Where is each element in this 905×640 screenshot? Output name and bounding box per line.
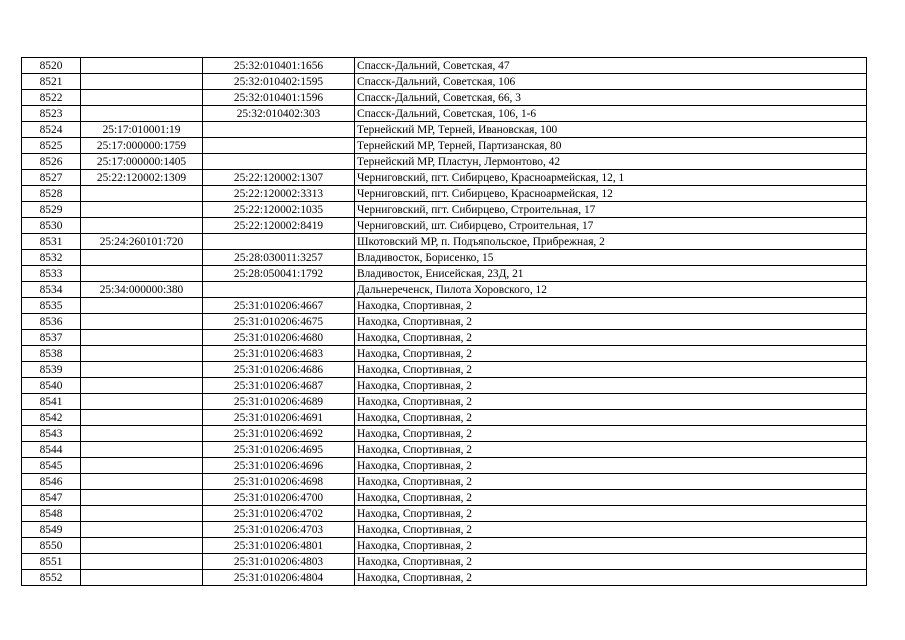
table-row xyxy=(22,282,867,298)
cadastral-number-old-cell xyxy=(81,58,203,74)
record-number-cell: 8525 xyxy=(22,138,81,154)
record-number-cell: 8543 xyxy=(22,426,81,442)
address-cell: Спасск-Дальний, Советская, 106, 1-6 xyxy=(355,106,867,122)
record-number-cell: 8535 xyxy=(22,298,81,314)
cadastral-number-old-cell xyxy=(81,298,203,314)
record-number-cell: 8529 xyxy=(22,202,81,218)
table-row xyxy=(22,346,867,362)
cadastral-number-old-cell xyxy=(81,106,203,122)
record-number-cell: 8548 xyxy=(22,506,81,522)
cadastral-number-old-cell xyxy=(81,506,203,522)
address-cell: Находка, Спортивная, 2 xyxy=(355,570,867,586)
table-row xyxy=(22,362,867,378)
cadastral-number-old-cell: 25:17:000000:1759 xyxy=(81,138,203,154)
cadastral-number-old-cell xyxy=(81,554,203,570)
table-row xyxy=(22,426,867,442)
table-row xyxy=(22,314,867,330)
cadastral-number-old-cell xyxy=(81,570,203,586)
cadastral-number-old-cell xyxy=(81,186,203,202)
address-cell: Владивосток, Борисенко, 15 xyxy=(355,250,867,266)
table-row xyxy=(22,186,867,202)
cadastral-number-cell: 25:22:120002:1035 xyxy=(203,202,355,218)
cadastral-number-old-cell xyxy=(81,250,203,266)
record-number-cell: 8542 xyxy=(22,410,81,426)
table-row xyxy=(22,122,867,138)
address-cell: Находка, Спортивная, 2 xyxy=(355,522,867,538)
cadastral-number-cell: 25:32:010402:1595 xyxy=(203,74,355,90)
cadastral-number-cell: 25:31:010206:4702 xyxy=(203,506,355,522)
record-number-cell: 8537 xyxy=(22,330,81,346)
address-cell: Находка, Спортивная, 2 xyxy=(355,314,867,330)
record-number-cell: 8547 xyxy=(22,490,81,506)
record-number-cell: 8520 xyxy=(22,58,81,74)
cadastral-number-old-cell xyxy=(81,490,203,506)
cadastral-number-old-cell: 25:17:000000:1405 xyxy=(81,154,203,170)
record-number-cell: 8530 xyxy=(22,218,81,234)
cadastral-number-old-cell: 25:34:000000:380 xyxy=(81,282,203,298)
cadastral-number-old-cell: 25:17:010001:19 xyxy=(81,122,203,138)
table-row xyxy=(22,490,867,506)
record-number-cell: 8552 xyxy=(22,570,81,586)
address-cell: Тернейский МР, Пластун, Лермонтово, 42 xyxy=(355,154,867,170)
table-row xyxy=(22,474,867,490)
cadastral-number-cell: 25:31:010206:4680 xyxy=(203,330,355,346)
cadastral-number-old-cell xyxy=(81,378,203,394)
address-cell: Черниговский, пгт. Сибирцево, Строительная, 17 xyxy=(355,202,867,218)
cadastral-number-cell xyxy=(203,282,355,298)
address-cell: Владивосток, Енисейская, 23Д, 21 xyxy=(355,266,867,282)
table-row xyxy=(22,378,867,394)
cadastral-number-cell: 25:31:010206:4700 xyxy=(203,490,355,506)
record-number-cell: 8541 xyxy=(22,394,81,410)
cadastral-number-cell: 25:31:010206:4689 xyxy=(203,394,355,410)
cadastral-number-cell: 25:31:010206:4683 xyxy=(203,346,355,362)
cadastral-number-cell: 25:31:010206:4801 xyxy=(203,538,355,554)
cadastral-number-cell xyxy=(203,154,355,170)
cadastral-number-old-cell xyxy=(81,410,203,426)
cadastral-number-old-cell xyxy=(81,458,203,474)
table-row xyxy=(22,170,867,186)
record-number-cell: 8538 xyxy=(22,346,81,362)
cadastral-number-old-cell xyxy=(81,426,203,442)
table-row xyxy=(22,554,867,570)
cadastral-number-old-cell xyxy=(81,74,203,90)
cadastral-number-old-cell xyxy=(81,394,203,410)
address-cell: Находка, Спортивная, 2 xyxy=(355,330,867,346)
registry-table xyxy=(21,57,867,586)
address-cell: Спасск-Дальний, Советская, 47 xyxy=(355,58,867,74)
table-row xyxy=(22,298,867,314)
cadastral-number-old-cell: 25:22:120002:1309 xyxy=(81,170,203,186)
cadastral-number-cell: 25:31:010206:4687 xyxy=(203,378,355,394)
record-number-cell: 8534 xyxy=(22,282,81,298)
record-number-cell: 8539 xyxy=(22,362,81,378)
cadastral-number-old-cell xyxy=(81,346,203,362)
table-row xyxy=(22,74,867,90)
address-cell: Спасск-Дальний, Советская, 66, 3 xyxy=(355,90,867,106)
table-row xyxy=(22,538,867,554)
cadastral-number-cell: 25:31:010206:4698 xyxy=(203,474,355,490)
cadastral-number-old-cell xyxy=(81,538,203,554)
table-row xyxy=(22,330,867,346)
table-row xyxy=(22,442,867,458)
table-row xyxy=(22,266,867,282)
table-row xyxy=(22,250,867,266)
record-number-cell: 8544 xyxy=(22,442,81,458)
cadastral-number-cell: 25:28:050041:1792 xyxy=(203,266,355,282)
table-row xyxy=(22,90,867,106)
cadastral-number-old-cell xyxy=(81,266,203,282)
table-row xyxy=(22,506,867,522)
table-row xyxy=(22,394,867,410)
address-cell: Черниговский, пгт. Сибирцево, Красноармейская, 12, 1 xyxy=(355,170,867,186)
record-number-cell: 8522 xyxy=(22,90,81,106)
cadastral-number-cell: 25:28:030011:3257 xyxy=(203,250,355,266)
record-number-cell: 8549 xyxy=(22,522,81,538)
cadastral-number-cell xyxy=(203,234,355,250)
cadastral-number-cell: 25:31:010206:4804 xyxy=(203,570,355,586)
cadastral-number-cell: 25:31:010206:4686 xyxy=(203,362,355,378)
record-number-cell: 8551 xyxy=(22,554,81,570)
address-cell: Находка, Спортивная, 2 xyxy=(355,298,867,314)
table-row xyxy=(22,234,867,250)
record-number-cell: 8536 xyxy=(22,314,81,330)
record-number-cell: 8526 xyxy=(22,154,81,170)
table-row xyxy=(22,410,867,426)
cadastral-number-old-cell xyxy=(81,522,203,538)
address-cell: Тернейский МР, Терней, Партизанская, 80 xyxy=(355,138,867,154)
cadastral-number-cell: 25:31:010206:4696 xyxy=(203,458,355,474)
address-cell: Находка, Спортивная, 2 xyxy=(355,458,867,474)
record-number-cell: 8524 xyxy=(22,122,81,138)
cadastral-number-cell: 25:22:120002:8419 xyxy=(203,218,355,234)
address-cell: Спасск-Дальний, Советская, 106 xyxy=(355,74,867,90)
cadastral-number-old-cell: 25:24:260101:720 xyxy=(81,234,203,250)
address-cell: Находка, Спортивная, 2 xyxy=(355,346,867,362)
cadastral-number-cell: 25:22:120002:1307 xyxy=(203,170,355,186)
cadastral-number-old-cell xyxy=(81,90,203,106)
address-cell: Шкотовский МР, п. Подъяпольское, Прибрежная, 2 xyxy=(355,234,867,250)
address-cell: Дальнереченск, Пилота Хоровского, 12 xyxy=(355,282,867,298)
cadastral-number-cell xyxy=(203,138,355,154)
cadastral-number-cell: 25:31:010206:4703 xyxy=(203,522,355,538)
cadastral-number-old-cell xyxy=(81,218,203,234)
record-number-cell: 8540 xyxy=(22,378,81,394)
cadastral-number-cell: 25:32:010402:303 xyxy=(203,106,355,122)
record-number-cell: 8527 xyxy=(22,170,81,186)
cadastral-number-old-cell xyxy=(81,314,203,330)
record-number-cell: 8523 xyxy=(22,106,81,122)
cadastral-number-cell: 25:31:010206:4675 xyxy=(203,314,355,330)
table-row xyxy=(22,58,867,74)
cadastral-number-old-cell xyxy=(81,362,203,378)
cadastral-number-cell: 25:32:010401:1656 xyxy=(203,58,355,74)
registry-table-body xyxy=(22,58,867,586)
table-row xyxy=(22,138,867,154)
table-row xyxy=(22,154,867,170)
record-number-cell: 8550 xyxy=(22,538,81,554)
cadastral-number-cell xyxy=(203,122,355,138)
record-number-cell: 8532 xyxy=(22,250,81,266)
address-cell: Находка, Спортивная, 2 xyxy=(355,442,867,458)
cadastral-number-cell: 25:31:010206:4691 xyxy=(203,410,355,426)
address-cell: Находка, Спортивная, 2 xyxy=(355,538,867,554)
cadastral-number-old-cell xyxy=(81,474,203,490)
cadastral-number-old-cell xyxy=(81,330,203,346)
cadastral-number-cell: 25:31:010206:4695 xyxy=(203,442,355,458)
record-number-cell: 8533 xyxy=(22,266,81,282)
address-cell: Находка, Спортивная, 2 xyxy=(355,410,867,426)
address-cell: Черниговский, шт. Сибирцево, Строительная, 17 xyxy=(355,218,867,234)
cadastral-number-cell: 25:31:010206:4803 xyxy=(203,554,355,570)
cadastral-number-cell: 25:31:010206:4692 xyxy=(203,426,355,442)
cadastral-number-old-cell xyxy=(81,442,203,458)
address-cell: Находка, Спортивная, 2 xyxy=(355,506,867,522)
cadastral-number-cell: 25:31:010206:4667 xyxy=(203,298,355,314)
address-cell: Находка, Спортивная, 2 xyxy=(355,490,867,506)
address-cell: Находка, Спортивная, 2 xyxy=(355,394,867,410)
address-cell: Находка, Спортивная, 2 xyxy=(355,362,867,378)
record-number-cell: 8528 xyxy=(22,186,81,202)
table-row xyxy=(22,202,867,218)
address-cell: Находка, Спортивная, 2 xyxy=(355,554,867,570)
cadastral-number-cell: 25:32:010401:1596 xyxy=(203,90,355,106)
address-cell: Тернейский МР, Терней, Ивановская, 100 xyxy=(355,122,867,138)
cadastral-number-old-cell xyxy=(81,202,203,218)
address-cell: Находка, Спортивная, 2 xyxy=(355,426,867,442)
record-number-cell: 8545 xyxy=(22,458,81,474)
table-row xyxy=(22,218,867,234)
address-cell: Находка, Спортивная, 2 xyxy=(355,474,867,490)
table-row xyxy=(22,570,867,586)
cadastral-number-cell: 25:22:120002:3313 xyxy=(203,186,355,202)
record-number-cell: 8531 xyxy=(22,234,81,250)
table-row xyxy=(22,458,867,474)
table-row xyxy=(22,106,867,122)
record-number-cell: 8521 xyxy=(22,74,81,90)
record-number-cell: 8546 xyxy=(22,474,81,490)
table-row xyxy=(22,522,867,538)
address-cell: Черниговский, пгт. Сибирцево, Красноармейская, 12 xyxy=(355,186,867,202)
address-cell: Находка, Спортивная, 2 xyxy=(355,378,867,394)
